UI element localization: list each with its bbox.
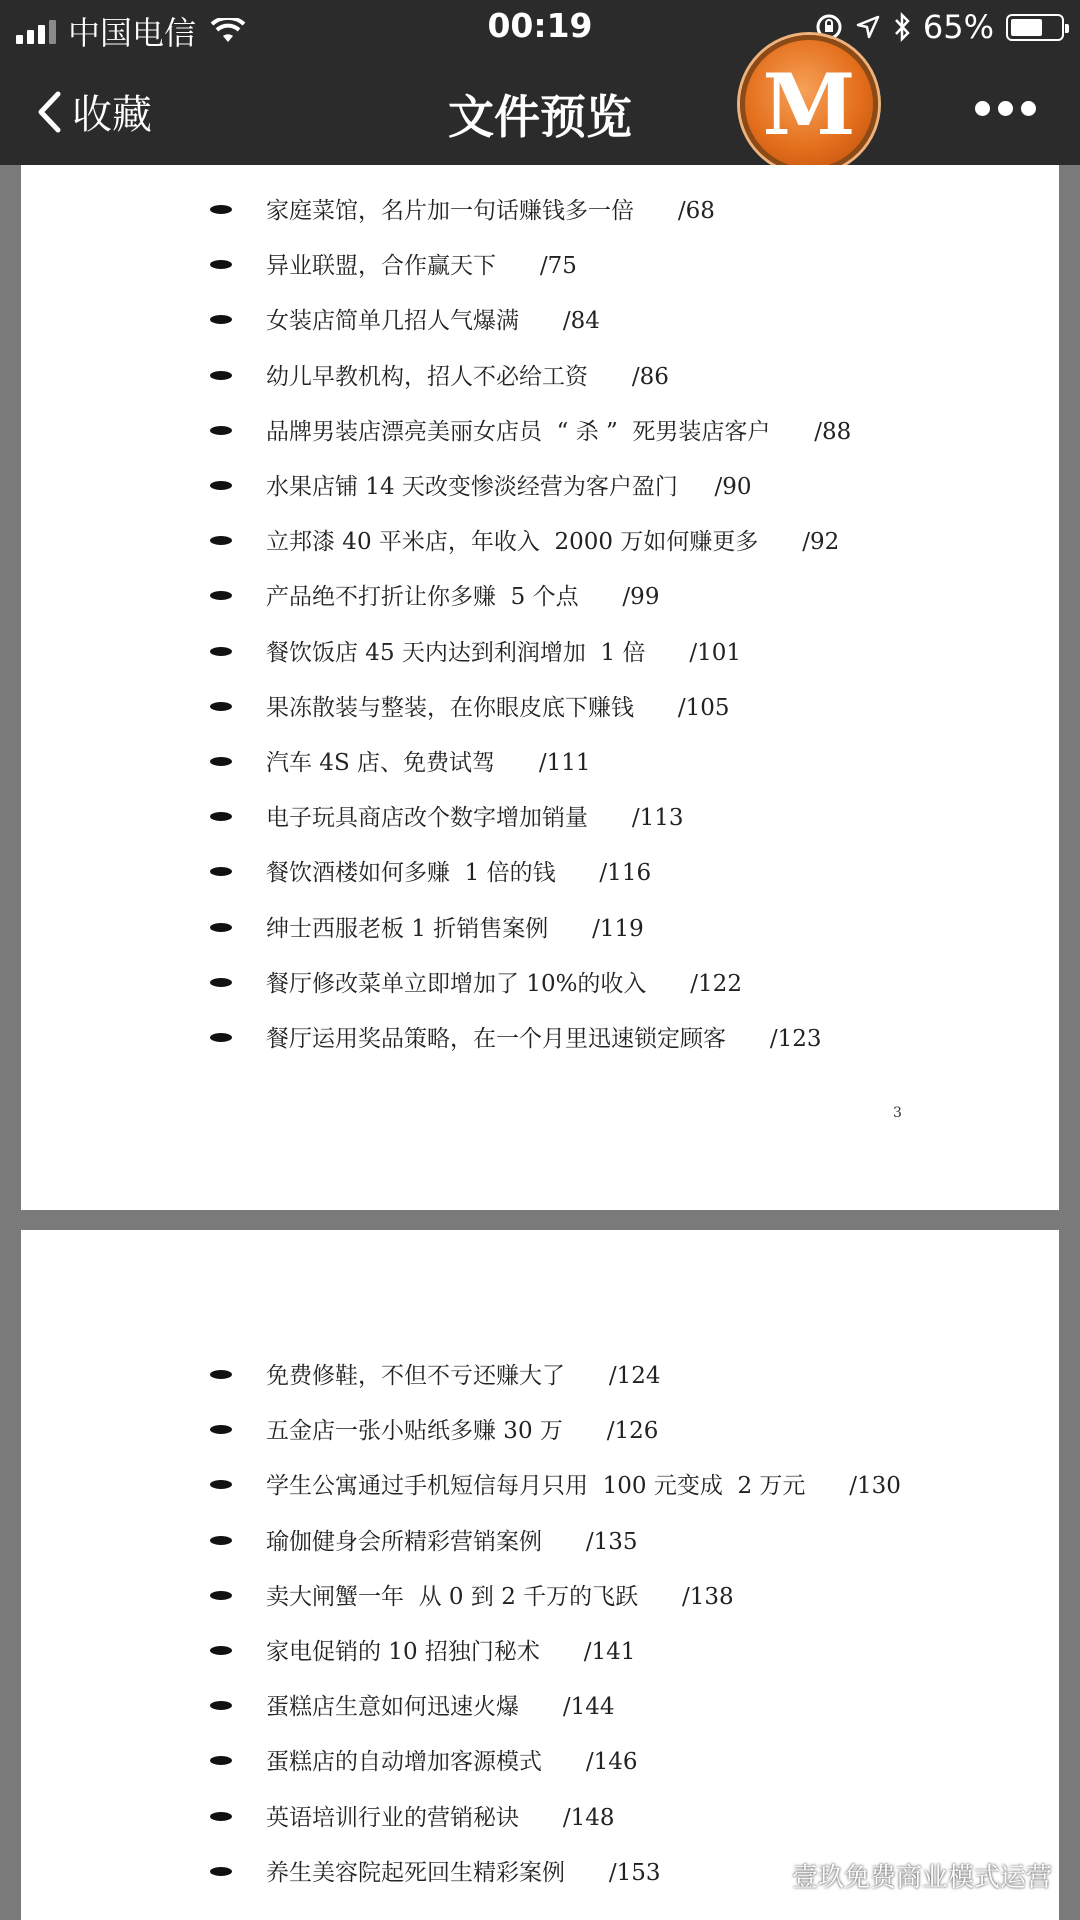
bullet-icon <box>210 315 232 324</box>
bullet-icon <box>210 923 232 932</box>
bullet-icon <box>210 1812 232 1821</box>
bullet-icon <box>210 205 232 214</box>
toc-item-text: 瑜伽健身会所精彩营销案例 /135 <box>266 1528 638 1555</box>
toc-item-text: 学生公寓通过手机短信每月只用 100 元变成 2 万元 /130 <box>266 1473 901 1500</box>
clock: 00:19 <box>487 6 593 45</box>
toc-item <box>21 1411 1059 1451</box>
bullet-icon <box>210 867 232 876</box>
bullet-icon <box>210 1867 232 1876</box>
more-dot-icon <box>1021 101 1036 116</box>
toc-item <box>21 1356 1059 1396</box>
toc-item <box>21 633 1059 673</box>
page-number: 3 <box>893 1105 902 1121</box>
bullet-icon <box>210 812 232 821</box>
bullet-icon <box>210 536 232 545</box>
toc-item-text: 绅士西服老板 1 折销售案例 /119 <box>266 915 644 942</box>
brand-logo: M <box>740 35 878 173</box>
bullet-icon <box>210 647 232 656</box>
toc-item-text: 五金店一张小贴纸多赚 30 万 /126 <box>266 1418 659 1445</box>
watermark <box>744 1857 1052 1894</box>
toc-item <box>21 467 1059 507</box>
toc-item-text: 养生美容院起死回生精彩案例 /153 <box>266 1859 661 1886</box>
bullet-icon <box>210 481 232 490</box>
toc-item <box>21 909 1059 949</box>
toc-item-text: 电子玩具商店改个数字增加销量 /113 <box>266 805 684 832</box>
watermark-text: 壹玖免费商业模式运营 <box>791 1863 1052 1893</box>
toc-item-text: 女装店简单几招人气爆满 /84 <box>266 308 600 335</box>
toc-item <box>21 1798 1059 1838</box>
page-title: 文件预览 <box>448 90 632 144</box>
bullet-icon <box>210 757 232 766</box>
toc-item <box>21 1019 1059 1059</box>
toc-item <box>21 577 1059 617</box>
bullet-icon <box>210 426 232 435</box>
toc-item <box>21 246 1059 286</box>
toc-item-text: 餐饮饭店 45 天内达到利润增加 1 倍 /101 <box>266 639 741 666</box>
toc-item-text: 家庭菜馆，名片加一句话赚钱多一倍 /68 <box>266 198 715 224</box>
toc-item <box>21 688 1059 728</box>
back-label: 收藏 <box>72 92 152 138</box>
toc-item-text: 幼儿早教机构，招人不必给工资 /86 <box>266 363 669 390</box>
toc-item <box>21 522 1059 562</box>
bullet-icon <box>210 1591 232 1600</box>
toc-item-text: 卖大闸蟹一年 从 0 到 2 千万的飞跃 /138 <box>266 1583 734 1610</box>
bullet-icon <box>210 978 232 987</box>
toc-item <box>21 1466 1059 1506</box>
toc-item-text: 英语培训行业的营销秘诀 /148 <box>266 1804 615 1831</box>
bullet-icon <box>210 1480 232 1489</box>
toc-item <box>21 1522 1059 1562</box>
location-icon <box>855 14 881 40</box>
bullet-icon <box>210 1536 232 1545</box>
toc-item-text: 餐饮酒楼如何多赚 1 倍的钱 /116 <box>266 860 652 887</box>
toc-item <box>21 1632 1059 1672</box>
bullet-icon <box>210 1425 232 1434</box>
more-dot-icon <box>998 101 1013 116</box>
battery-fill <box>1011 19 1042 36</box>
battery-percent: 65% <box>922 8 994 46</box>
toc-item-text: 餐厅修改菜单立即增加了 10%的收入 /122 <box>266 970 742 997</box>
toc-item <box>21 853 1059 893</box>
toc-item-text: 异业联盟，合作赢天下 /75 <box>266 253 577 280</box>
toc-item-text: 汽车 4S 店、免费试驾 /111 <box>266 750 591 776</box>
toc-item-text: 蛋糕店生意如何迅速火爆 /144 <box>266 1694 615 1721</box>
bullet-icon <box>210 260 232 269</box>
toc-item-text: 品牌男装店漂亮美丽女店员 “ 杀 ” 死男装店客户 /88 <box>266 418 852 445</box>
toc-item <box>21 964 1059 1004</box>
wechat-icon <box>744 1860 784 1892</box>
toc-item-text: 蛋糕店的自动增加客源模式 /146 <box>266 1749 638 1776</box>
toc-item <box>21 743 1059 783</box>
document-page-2 <box>21 1230 1059 1920</box>
bluetooth-icon <box>893 12 911 42</box>
toc-item-text: 餐厅运用奖品策略，在一个月里迅速锁定顾客 /123 <box>266 1026 822 1052</box>
toc-item-text: 水果店铺 14 天改变惨淡经营为客户盈门 /90 <box>266 474 752 500</box>
bullet-icon <box>210 371 232 380</box>
toc-item-text: 家电促销的 10 招独门秘术 /141 <box>266 1639 636 1665</box>
toc-item-text: 免费修鞋，不但不亏还赚大了 /124 <box>266 1363 661 1389</box>
toc-item-text: 产品绝不打折让你多赚 5 个点 /99 <box>266 584 660 611</box>
carrier-name: 中国电信 <box>68 14 197 52</box>
status-bar <box>0 0 1080 55</box>
bullet-icon <box>210 1646 232 1655</box>
toc-item <box>21 191 1059 231</box>
toc-item <box>21 1742 1059 1782</box>
bullet-icon <box>210 1756 232 1765</box>
document-page-1 <box>21 165 1059 1210</box>
toc-item <box>21 357 1059 397</box>
more-dot-icon <box>975 101 990 116</box>
toc-item <box>21 798 1059 838</box>
toc-item <box>21 1577 1059 1617</box>
toc-item-text: 果冻散装与整装，在你眼皮底下赚钱 /105 <box>266 694 730 721</box>
toc-item-text: 立邦漆 40 平米店，年收入 2000 万如何赚更多 /92 <box>266 529 840 556</box>
toc-item <box>21 1687 1059 1727</box>
navigation-bar <box>0 55 1080 165</box>
bullet-icon <box>210 591 232 600</box>
toc-item <box>21 301 1059 341</box>
bullet-icon <box>210 1370 232 1379</box>
bullet-icon <box>210 702 232 711</box>
bullet-icon <box>210 1033 232 1042</box>
more-options-button[interactable] <box>975 101 1036 116</box>
toc-item <box>21 412 1059 452</box>
bullet-icon <box>210 1701 232 1710</box>
status-right <box>815 8 1064 46</box>
battery-icon <box>1006 14 1064 41</box>
